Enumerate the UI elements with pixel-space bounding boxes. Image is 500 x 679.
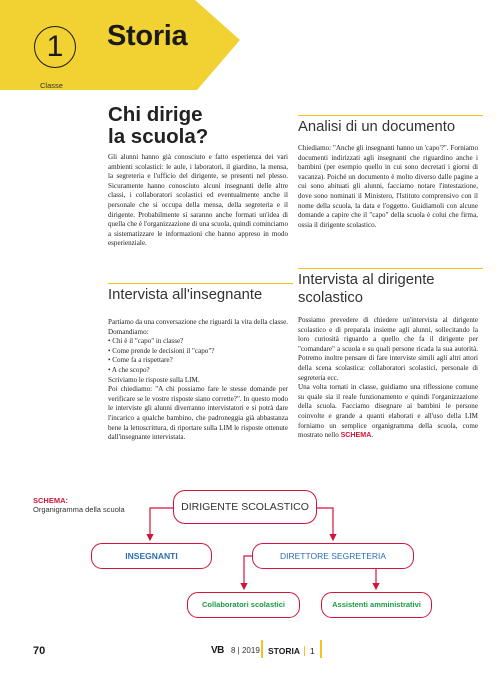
node-dirigente-scolastico: DIRIGENTE SCOLASTICO <box>173 490 317 524</box>
question-item: • A che scopo? <box>108 365 150 374</box>
class-label: Classe <box>40 81 63 90</box>
paragraph: Possiamo prevedere di chiedere un'intervista al dirigente scolastico e di preparala insieme agli alunni, sollecitando la loro curiosità riguardo a quello che fa il dirigente per "comandare" a scuola e su quali persone ricada la sua autorità. Potremo inoltre pensare di fare interviste simili agli altri attori della scena scolastica: collaboratori scolastici, personale di segreteria ecc. <box>298 316 478 382</box>
question-item: • Come fa a rispettare? <box>108 356 173 365</box>
intervista-dirigente-text <box>298 316 478 441</box>
page-title-line1: Chi dirige <box>108 103 203 126</box>
footer-divider <box>320 640 322 658</box>
footer-section: STORIA <box>268 646 300 656</box>
page-title-line2: la scuola? <box>108 125 209 148</box>
divider-line <box>298 268 483 269</box>
schema-label: SCHEMA: <box>33 496 68 505</box>
footer-class: 1 <box>310 646 315 656</box>
node-direttore-segreteria: DIRETTORE SEGRETERIA <box>252 543 414 569</box>
paragraph <box>298 383 478 441</box>
schema-caption <box>33 496 125 514</box>
intervista-insegnante-text <box>108 318 288 443</box>
follow-up-paragraph: Poi chiediamo: "A chi possiamo fare le stesse domande per verificare se le vostre risposte siano corrette?". In questo modo le interviste gli alunni diverranno intervistatori e si potrà dare l'incarico a qualche bambino, che padroneggia già abbastanza bene la lettoscrittura, di riportare sulla LIM le risposte ottenute dall'insegnante intervistata. <box>108 385 288 442</box>
question-item: • Come prende le decisioni il "capo"? <box>108 346 215 355</box>
lim-sentence: Scriviamo le risposte sulla LIM. <box>108 375 200 384</box>
heading-line2: scolastico <box>298 290 363 306</box>
page-title <box>108 104 258 148</box>
question-item: • Chi è il "capo" in classe? <box>108 337 184 346</box>
analisi-documento-text: Chiediamo: "Anche gli insegnanti hanno un 'capo'?". Forniamo documenti indirizzati agli insegnanti che riguardino anche i bambini (per esempio quello in cui sono decretati i giorni di vacanza). Poiché un documento è molto diverso dalle pagine a cui sono abituati gli alunni, facciamo notare l'intestazione, dove sono nominati il Ministero, l'Istituto comprensivo con il nome della scuola, la data e l'oggetto. Guidiamoli con alcune domande a capire che il "capo" della scuola è colui che firma, ossia il dirigente scolastico. <box>298 144 478 229</box>
paragraph-end: . <box>371 431 374 440</box>
page-number: 70 <box>33 645 46 657</box>
schema-reference: SCHEMA <box>340 431 372 440</box>
node-collaboratori-scolastici: Collaboratori scolastici <box>187 592 300 618</box>
heading-analisi-documento: Analisi di un documento <box>298 119 456 135</box>
intro-sentence: Partiamo da una conversazione che riguardi la vita della classe. Domandiamo: <box>108 318 288 336</box>
divider-line <box>298 115 483 116</box>
class-number-badge: 1 <box>34 26 76 68</box>
node-insegnanti: INSEGNANTI <box>91 543 212 569</box>
heading-intervista-insegnante: Intervista all'insegnante <box>108 287 263 303</box>
paragraph-text: Una volta tornati in classe, guidiamo una riflessione comune su quale sia il reale funzionamento e quindi l'organizzazione della scuola. Facciamo disegnare ai bambini le persone coinvolte e grande a quanti elaborati e all'uso della LIM forniamo un semplice organigramma della scuola, come mostrato nello <box>298 383 478 440</box>
heading-line1: Intervista al dirigente <box>298 272 435 288</box>
node-assistenti-amministrativi: Assistenti amministrativi <box>321 592 432 618</box>
magazine-logo: VB <box>211 645 224 656</box>
section-title: Storia <box>107 20 188 52</box>
issue-number: 8 | 2019 <box>231 646 260 655</box>
intro-paragraph: Gli alunni hanno già conosciuto e fatto esperienza dei vari ambienti scolastici: le aule, i laboratori, il giardino, la mensa, la segreteria e l'ufficio del dirigente, se presenti nel plesso. Sicuramente hanno conosciuto alcuni insegnanti delle altre classi, i collaboratori scolastici ed eventualmente anche il personale che si occupa della mensa, della segreteria e il dirigente. Probabilmente si saranno anche formati un'idea di quella che è l'organizzazione di una scuola, quindi cominciamo a sistematizzare le informazioni che hanno appreso in modo esperienziale. <box>108 153 288 248</box>
divider-line <box>108 283 293 284</box>
footer-divider <box>304 646 305 656</box>
footer-divider <box>261 640 263 658</box>
heading-intervista-dirigente <box>298 271 478 307</box>
schema-title: Organigramma della scuola <box>33 505 125 514</box>
